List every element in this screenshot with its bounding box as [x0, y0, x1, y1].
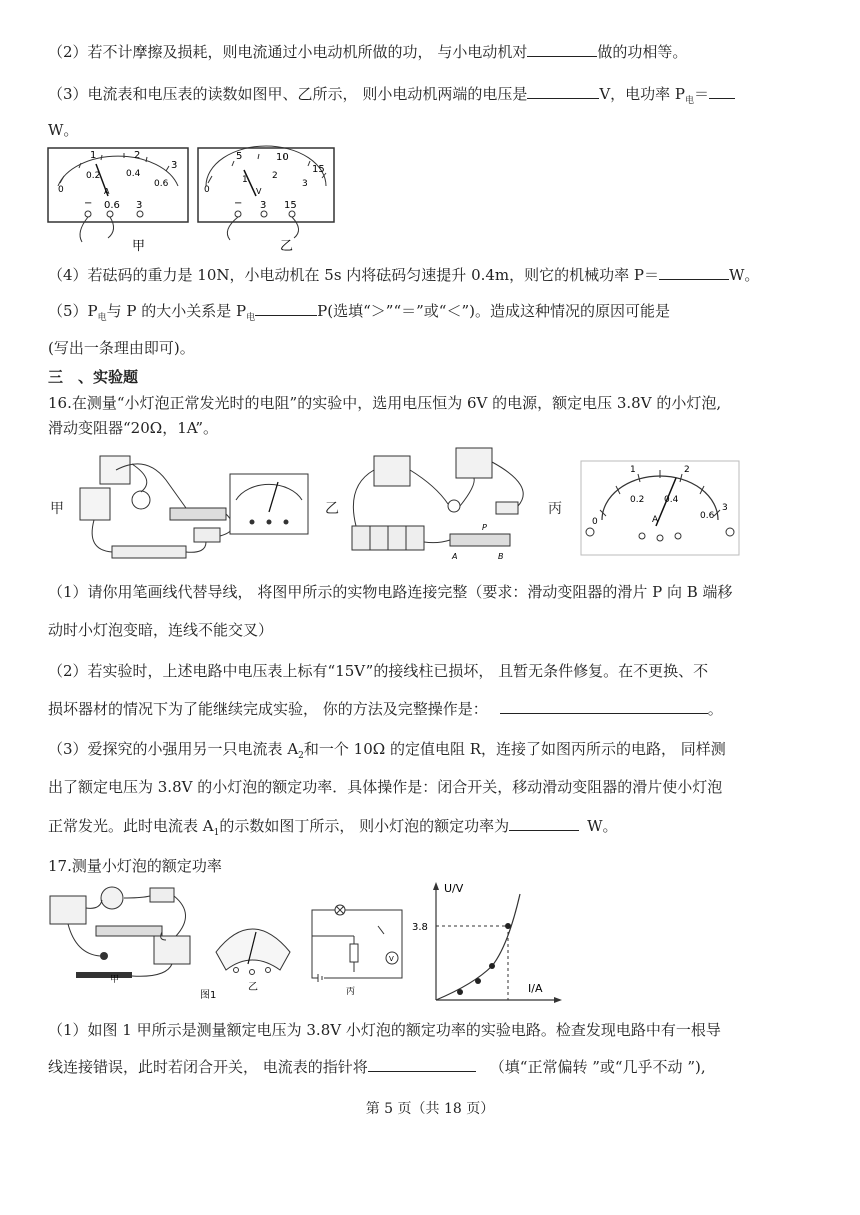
ammeter-tick: 0.6 — [154, 179, 169, 189]
answer-blank[interactable] — [255, 301, 317, 316]
svg-text:0.2: 0.2 — [630, 495, 645, 505]
page-footer: 第 5 页（共 18 页） — [365, 1101, 495, 1117]
graph-ylabel: U/V — [444, 882, 464, 895]
svg-text:3: 3 — [302, 179, 308, 189]
q15-part5-cont: (写出一条理由即可)。 — [48, 339, 195, 357]
svg-text:A: A — [652, 515, 659, 525]
q16-fig-yi-circuit — [346, 446, 542, 562]
ammeter-tick: 3 — [171, 160, 178, 171]
svg-text:10: 10 — [276, 152, 289, 163]
svg-text:P: P — [482, 523, 487, 532]
section-title: 三 、实验题 — [48, 368, 139, 386]
answer-blank[interactable] — [659, 265, 729, 280]
ammeter-small-diagram — [230, 474, 308, 534]
q17-fig-bing-schematic — [306, 900, 410, 996]
ammeter-tick: 0 — [58, 185, 64, 195]
svg-text:2: 2 — [684, 465, 690, 475]
q17-part1: （1）如图 1 甲所示是测量额定电压为 3.8V 小灯泡的额定功率的实验电路。检查发现电路中有一根导 — [48, 1021, 721, 1039]
svg-text:0.6: 0.6 — [104, 200, 120, 211]
q16-intro: 16.在测量“小灯泡正常发光时的电阻”的实验中，选用电压恒为 6V 的电源，额定电压 3.8V 的小灯泡, — [48, 394, 722, 412]
svg-text:V: V — [256, 187, 262, 196]
svg-text:15: 15 — [312, 164, 325, 175]
figure-label: 甲 — [132, 239, 146, 254]
svg-text:−: − — [84, 198, 93, 209]
q15-part3: （3）电流表和电压表的读数如图甲、乙所示， 则小电动机两端的电压是 V，电功率 $P_电=$ — [48, 84, 735, 111]
answer-blank[interactable] — [500, 699, 708, 714]
q16-part3: （3）爱探究的小强用另一只电流表 $A_2$和一个 10Ω 的定值电阻 R，连接了如图丙所示的电路， 同样测 — [48, 740, 726, 761]
svg-text:甲: 甲 — [110, 975, 120, 985]
svg-text:V: V — [389, 955, 394, 963]
svg-text:A: A — [104, 187, 110, 196]
q17-ui-graph — [404, 880, 564, 1006]
q16-fig-bing-ammeter — [580, 460, 740, 556]
answer-blank[interactable] — [368, 1057, 476, 1072]
q17-title: 17.测量小灯泡的额定功率 — [48, 857, 222, 875]
figure-label: 乙 — [280, 239, 294, 254]
figure-label: 甲 — [50, 501, 64, 517]
q15-part4: （4）若砝码的重力是 10N，小电动机在 5s 内将砝码匀速提升 0.4m，则它的机械功率 P＝ W。 — [48, 266, 760, 284]
svg-text:乙: 乙 — [248, 982, 258, 993]
svg-text:0.4: 0.4 — [664, 495, 679, 505]
svg-text:1: 1 — [630, 465, 636, 475]
q16-intro-cont: 滑动变阻器“20Ω，1A”。 — [48, 419, 219, 437]
svg-text:A: A — [452, 552, 458, 561]
voltmeter-diagram — [198, 146, 334, 240]
answer-blank[interactable] — [509, 816, 579, 831]
svg-text:3: 3 — [260, 200, 267, 211]
figure-label: 乙 — [325, 501, 339, 517]
q15-part3-cont: W。 — [48, 121, 79, 139]
q16-part1-cont: 动时小灯泡变暗，连线不能交叉） — [48, 621, 274, 639]
svg-text:0.6: 0.6 — [700, 511, 715, 521]
q16-part3-cont2: 正常发光。此时电流表 $A_1$的示数如图丁所示， 则小灯泡的额定功率为 W。 — [48, 817, 618, 838]
svg-text:B: B — [498, 552, 504, 561]
q16-part2: （2）若实验时，上述电路中电压表上标有“15V”的接线柱已损坏， 且暂无条件修复。在不更换、不 — [48, 662, 709, 680]
svg-text:15: 15 — [284, 200, 297, 211]
ammeter-tick: 1 — [90, 150, 97, 161]
ammeter-tick: 0.2 — [86, 171, 101, 181]
ammeter-tick: 0.4 — [126, 169, 141, 179]
q16-part3-cont: 出了额定电压为 3.8V 的小灯泡的额定功率．具体操作是：闭合开关，移动滑动变阻器的滑片使小灯泡 — [48, 778, 723, 796]
q16-fig-jia-circuit — [66, 450, 316, 560]
ammeter-tick: 2 — [134, 150, 141, 161]
answer-blank[interactable] — [527, 84, 599, 99]
svg-text:0: 0 — [592, 517, 598, 527]
q16-part1: （1）请你用笔画线代替导线， 将图甲所示的实物电路连接完整（要求：滑动变阻器的滑片 P 向 B 端移 — [48, 583, 733, 601]
svg-text:5: 5 — [236, 151, 243, 162]
figure-label: 丙 — [548, 501, 562, 517]
graph-ymark: 3.8 — [412, 922, 428, 933]
svg-text:1: 1 — [242, 175, 248, 185]
q15-part2: （2）若不计摩擦及损耗，则电流通过小电动机所做的功， 与小电动机对 做的功相等。 — [48, 43, 688, 61]
svg-text:2: 2 — [272, 171, 278, 181]
ammeter-diagram — [48, 148, 188, 242]
q16-part2-cont: 损坏器材的情况下为了能继续完成实验， 你的方法及完整操作是： 。 — [48, 700, 723, 718]
q17-fig-yi-ammeter — [200, 912, 298, 1001]
q17-fig-jia-circuit — [46, 884, 202, 985]
svg-text:3: 3 — [136, 200, 143, 211]
answer-blank[interactable] — [527, 42, 597, 57]
figure-caption: 图1 — [200, 990, 217, 1001]
svg-text:0: 0 — [204, 185, 210, 195]
q17-part1-cont: 线连接错误，此时若闭合开关， 电流表的指针将 （填“正常偏转 ”或“几乎不动 ”), — [48, 1058, 706, 1076]
svg-text:丙: 丙 — [346, 987, 356, 997]
svg-text:3: 3 — [722, 503, 728, 513]
q15-meters-figure — [46, 146, 336, 256]
answer-blank[interactable] — [709, 84, 735, 99]
svg-text:−: − — [234, 198, 243, 209]
q15-part5: $(5)P_电$与 P 的大小关系是 $P_电$ P(选填“＞”“＝”或“＜”)。造成这种情况的原因可能是 — [48, 302, 670, 323]
graph-xlabel: I/A — [528, 982, 543, 995]
